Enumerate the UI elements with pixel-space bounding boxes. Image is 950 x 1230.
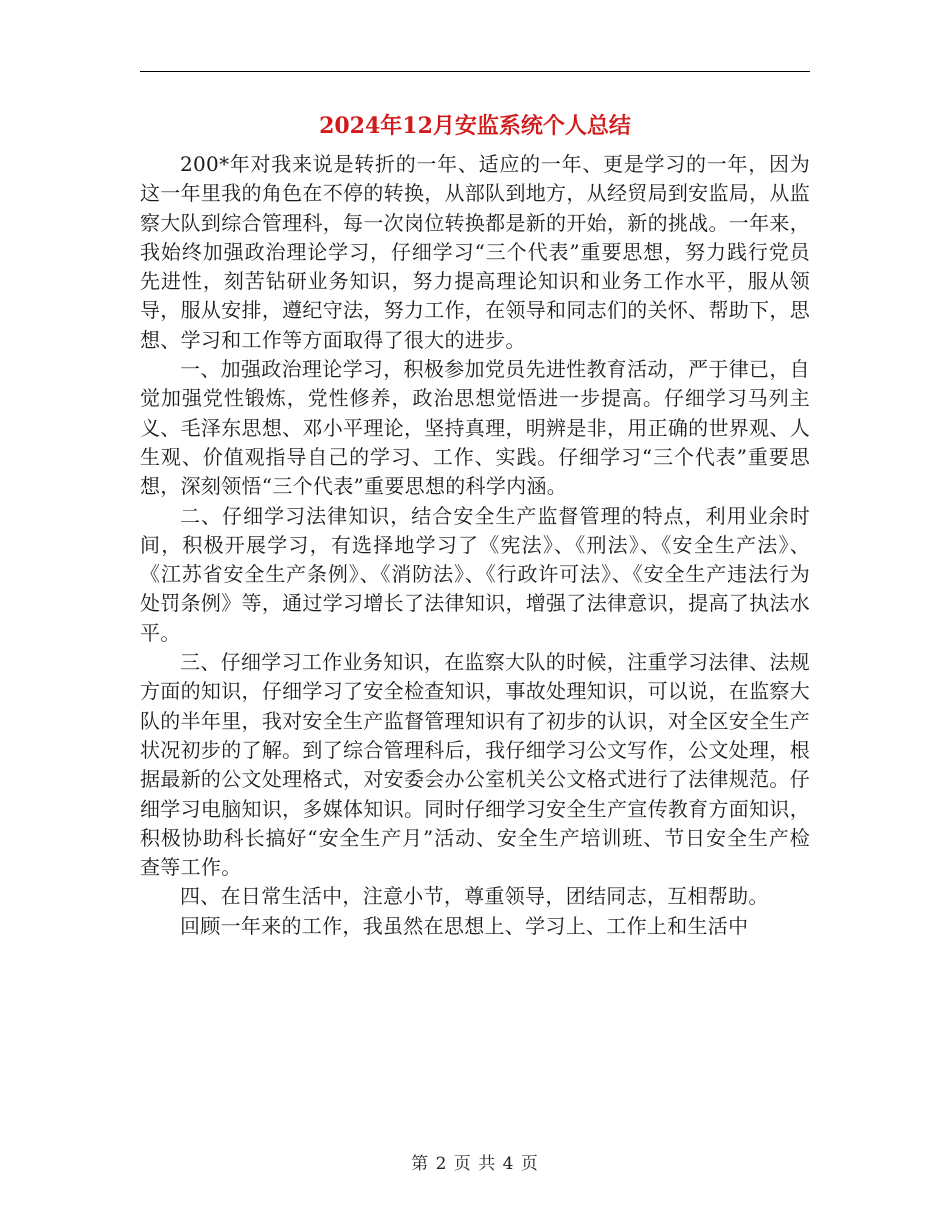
paragraph-review: 回顾一年来的工作，我虽然在思想上、学习上、工作上和生活中	[180, 913, 749, 938]
paragraph-section-1: 一、加强政治理论学习，积极参加党员先进性教育活动，严于律已，自觉加强党性锻炼，党性修养，政治思想觉悟进一步提高。仔细学习马列主义、毛泽东思想、邓小平理论，坚持真理，明辨是非，用正确的世界观、人生观、价值观指导自己的学习、工作、实践。仔细学习“三个代表”重要思想，深刻领悟“三个代表”重要思想的科学内涵。	[140, 357, 810, 499]
paragraph-section-3: 三、仔细学习工作业务知识，在监察大队的时候，注重学习法律、法规方面的知识，仔细学习了安全检查知识，事故处理知识，可以说，在监察大队的半年里，我对安全生产监督管理知识有了初步的认识，对全区安全生产状况初步的了解。到了综合管理科后，我仔细学习公文写作，公文处理，根据最新的公文处理格式，对安委会办公室机关公文格式进行了法律规范。仔细学习电脑知识，多媒体知识。同时仔细学习安全生产宣传教育方面知识，积极协助科长搞好“安全生产月”活动、安全生产培训班、节日安全生产检查等工作。	[140, 650, 810, 880]
header-rule	[140, 71, 810, 72]
paragraph-section-4: 四、在日常生活中，注意小节，尊重领导，团结同志，互相帮助。	[180, 884, 769, 909]
paragraph-section-2: 二、仔细学习法律知识，结合安全生产监督管理的特点，利用业余时间，积极开展学习，有选择地学习了《宪法》、《刑法》、《安全生产法》、《江苏省安全生产条例》、《消防法》、《行政许可法》、《安全生产违法行为处罚条例》等，通过学习增长了法律知识，增强了法律意识，提高了执法水平。	[140, 503, 810, 645]
paragraph-intro: 200*年对我来说是转折的一年、适应的一年、更是学习的一年，因为这一年里我的角色在不停的转换，从部队到地方，从经贸局到安监局，从监察大队到综合管理科，每一次岗位转换都是新的开始，新的挑战。一年来，我始终加强政治理论学习，仔细学习“三个代表”重要思想，努力践行党员先进性，刻苦钻研业务知识，努力提高理论知识和业务工作水平，服从领导，服从安排，遵纪守法，努力工作，在领导和同志们的关怀、帮助下，思想、学习和工作等方面取得了很大的进步。	[140, 152, 810, 352]
document-title: 2024年12月安监系统个人总结	[319, 113, 631, 139]
document-body	[140, 150, 810, 941]
page-number-footer: 第 2 页 共 4 页	[411, 1154, 539, 1174]
